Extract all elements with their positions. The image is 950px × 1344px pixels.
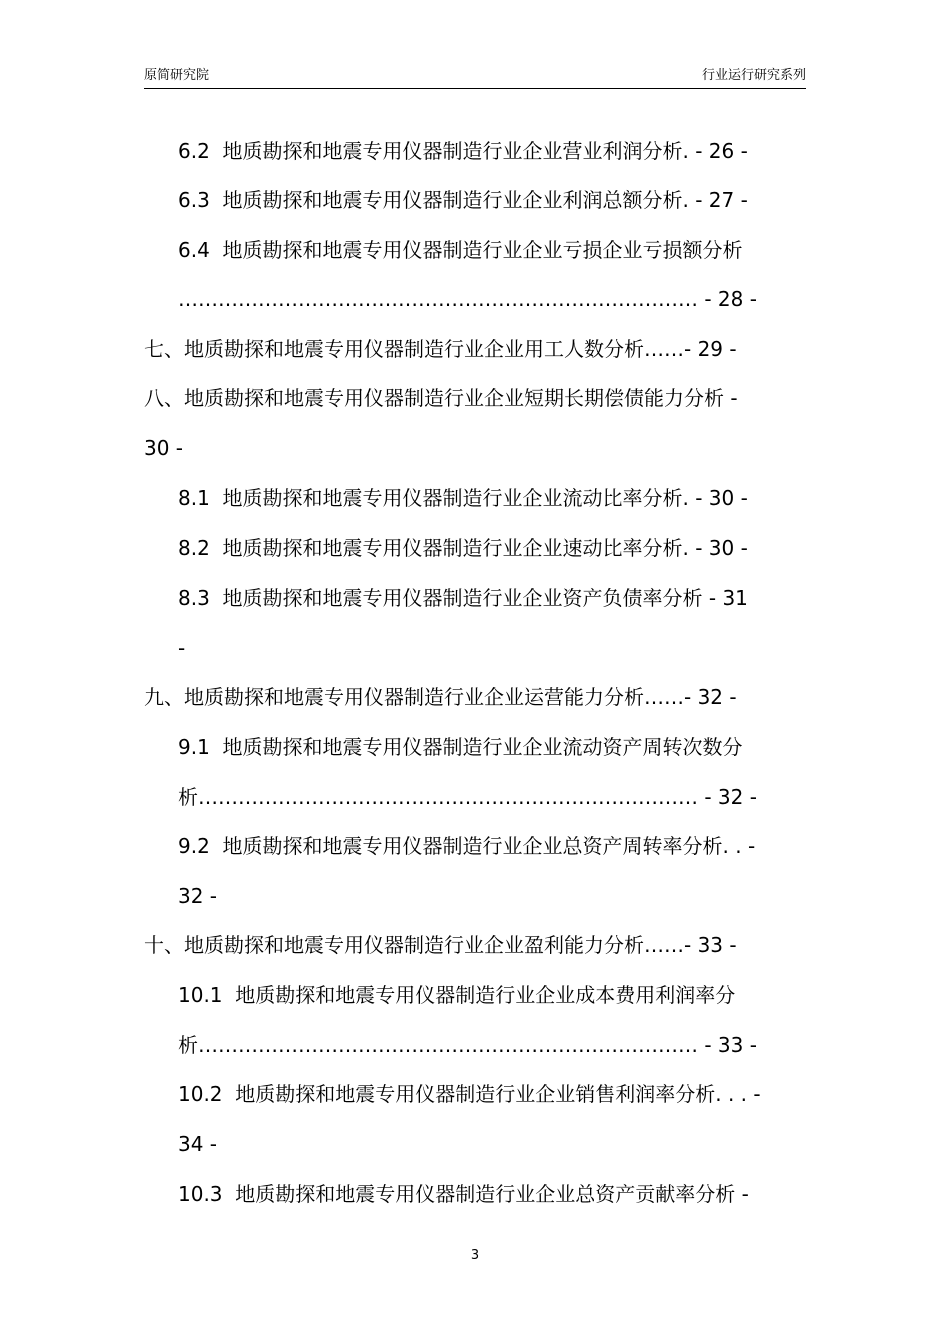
toc-entry-6-4-page[interactable]: …………………………………………………………………… - 28 - xyxy=(178,287,757,311)
toc-entry-10-3[interactable]: 10.3 地质勘探和地震专用仪器制造行业企业总资产贡献率分析 - xyxy=(178,1182,749,1206)
toc-chapter-9[interactable]: 九、地质勘探和地震专用仪器制造行业企业运营能力分析……- 32 - xyxy=(144,685,737,709)
toc-entry-6-3[interactable]: 6.3 地质勘探和地震专用仪器制造行业企业利润总额分析. - 27 - xyxy=(178,188,748,212)
toc-entry-9-1-page[interactable]: 析………………………………………………………………… - 32 - xyxy=(178,785,757,809)
toc-entry-9-2[interactable]: 9.2 地质勘探和地震专用仪器制造行业企业总资产周转率分析. . - xyxy=(178,834,756,858)
toc-entry-8-1[interactable]: 8.1 地质勘探和地震专用仪器制造行业企业流动比率分析. - 30 - xyxy=(178,486,748,510)
header-org-name: 原简研究院 xyxy=(144,68,210,83)
toc-entry-8-3[interactable]: 8.3 地质勘探和地震专用仪器制造行业企业资产负债率分析 - 31 xyxy=(178,586,748,610)
header-series-title: 行业运行研究系列 xyxy=(701,68,806,83)
toc-entry-8-2[interactable]: 8.2 地质勘探和地震专用仪器制造行业企业速动比率分析. - 30 - xyxy=(178,536,748,560)
toc-entry-10-1[interactable]: 10.1 地质勘探和地震专用仪器制造行业企业成本费用利润率分 xyxy=(178,983,736,1007)
toc-entry-8-3-page[interactable]: - xyxy=(178,636,186,660)
page-number: 3 xyxy=(470,1248,480,1263)
toc-entry-6-4[interactable]: 6.4 地质勘探和地震专用仪器制造行业企业亏损企业亏损额分析 xyxy=(178,238,743,262)
toc-chapter-10[interactable]: 十、地质勘探和地震专用仪器制造行业企业盈利能力分析……- 33 - xyxy=(144,933,737,957)
toc-entry-9-2-page[interactable]: 32 - xyxy=(178,884,218,908)
toc-entry-6-2[interactable]: 6.2 地质勘探和地震专用仪器制造行业企业营业利润分析. - 26 - xyxy=(178,139,748,163)
toc-entry-10-2-page[interactable]: 34 - xyxy=(178,1132,218,1156)
toc-entry-9-1[interactable]: 9.1 地质勘探和地震专用仪器制造行业企业流动资产周转次数分 xyxy=(178,735,743,759)
toc-chapter-8[interactable]: 八、地质勘探和地震专用仪器制造行业企业短期长期偿债能力分析 - xyxy=(144,386,738,410)
page-header xyxy=(144,68,806,89)
toc-chapter-8-page[interactable]: 30 - xyxy=(144,436,184,460)
toc-chapter-7[interactable]: 七、地质勘探和地震专用仪器制造行业企业用工人数分析……- 29 - xyxy=(144,337,737,361)
toc-entry-10-2[interactable]: 10.2 地质勘探和地震专用仪器制造行业企业销售利润率分析. . . - xyxy=(178,1082,761,1106)
toc-entry-10-1-page[interactable]: 析………………………………………………………………… - 33 - xyxy=(178,1033,757,1057)
